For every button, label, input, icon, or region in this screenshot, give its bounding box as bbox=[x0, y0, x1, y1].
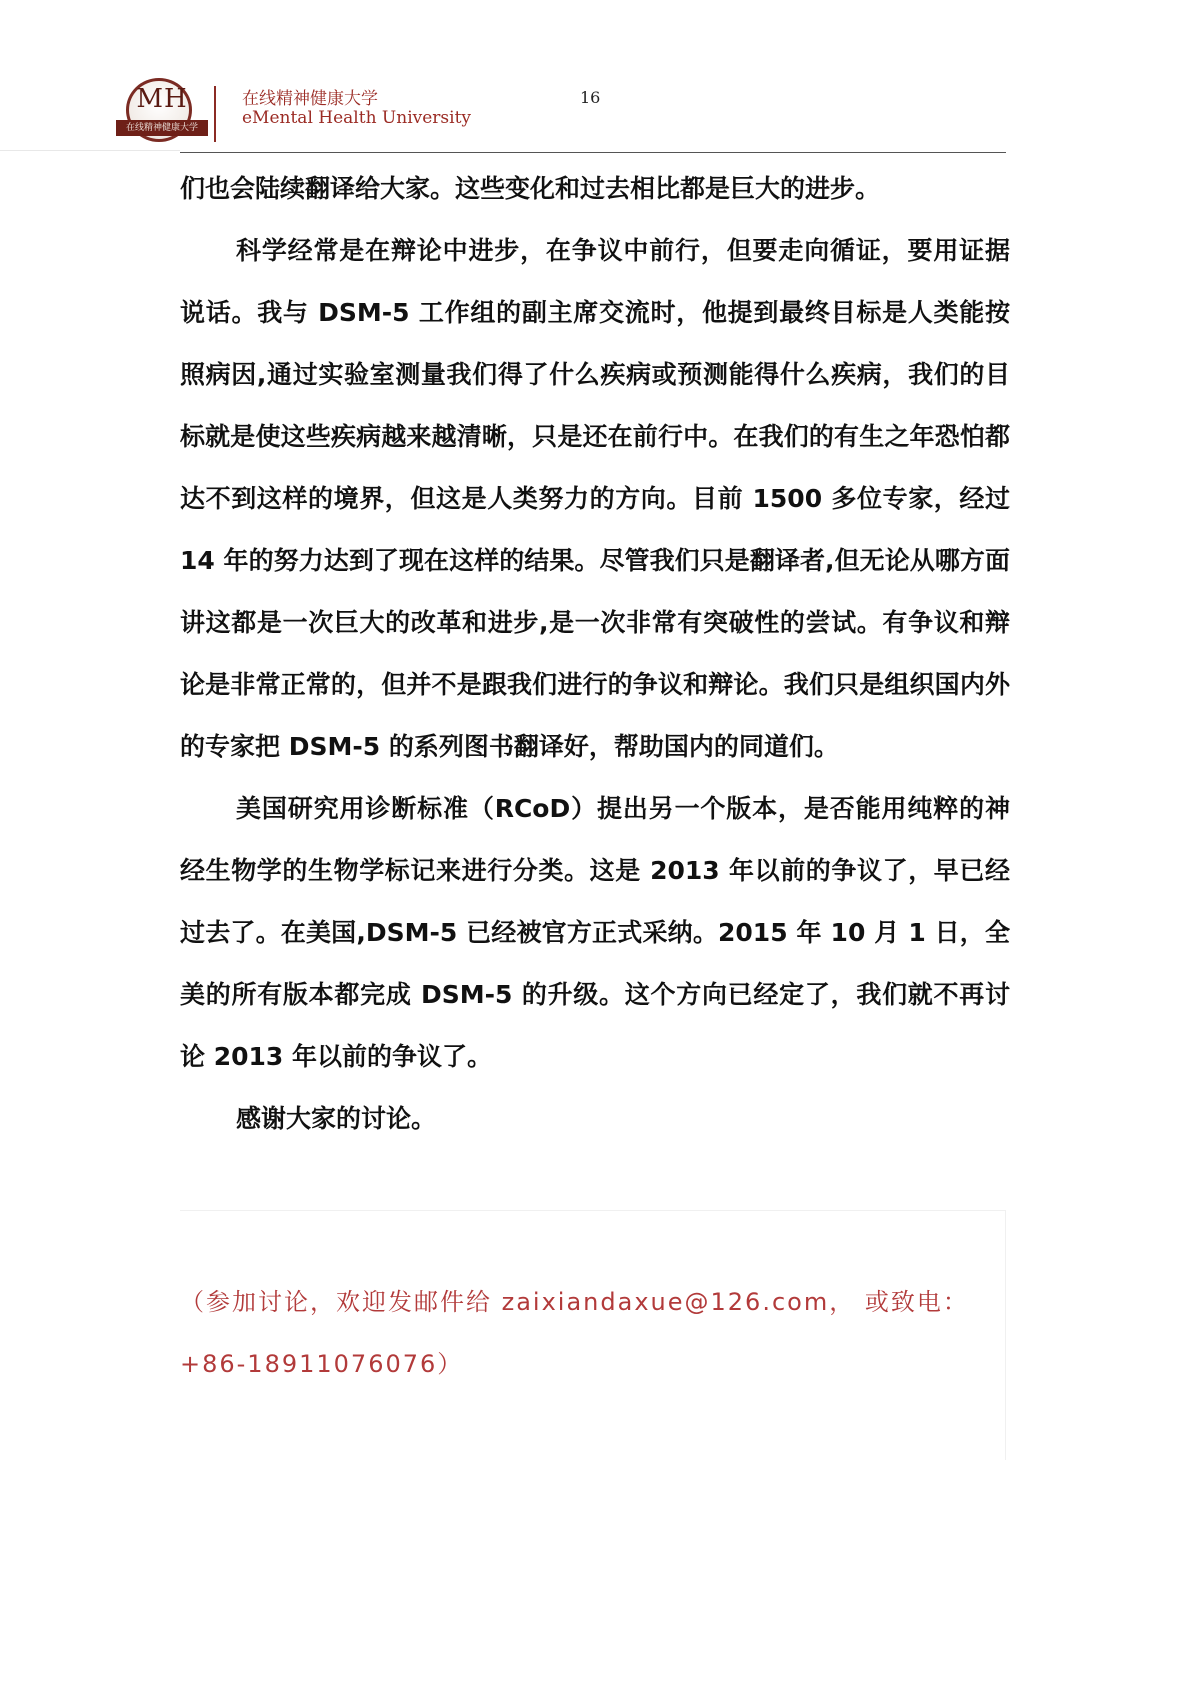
page-header bbox=[0, 0, 1190, 160]
brand-name-chinese: 在线精神健康大学 bbox=[242, 89, 378, 109]
header-divider bbox=[214, 86, 216, 142]
header-rule bbox=[180, 152, 1006, 153]
paragraph: 美国研究用诊断标准（RCoD）提出另一个版本，是否能用纯粹的神经生物学的生物学标记来进行分类。这是 2013 年以前的争议了，早已经过去了。在美国,DSM-5 已经被官方正式采纳。2015 年 10 月 1 日，全美的所有版本都完成 DSM-5 的升级。这个方向已经定了，我们就不再讨论 2013 年以前的争议了。 bbox=[180, 794, 1010, 1071]
header-rule-left bbox=[0, 150, 180, 151]
paragraph: 感谢大家的讨论。 bbox=[236, 1104, 437, 1133]
paragraph: 科学经常是在辩论中进步，在争议中前行，但要走向循证，要用证据说话。我与 DSM-5 工作组的副主席交流时，他提到最终目标是人类能按照病因,通过实验室测量我们得了什么疾病或预测能得什么疾病，我们的目标就是使这些疾病越来越清晰，只是还在前行中。在我们的有生之年恐怕都达不到这样的境界，但这是人类努力的方向。目前 1500 多位专家，经过 14 年的努力达到了现在这样的结果。尽管我们只是翻译者,但无论从哪方面讲这都是一次巨大的改革和进步,是一次非常有突破性的尝试。有争议和辩论是非常正常的，但并不是跟我们进行的争议和辩论。我们只是组织国内外的专家把 DSM-5 的系列图书翻译好，帮助国内的同道们。 bbox=[180, 236, 1010, 761]
paragraph: 们也会陆续翻译给大家。这些变化和过去相比都是巨大的进步。 bbox=[180, 174, 881, 203]
brand-name-english: eMental Health University bbox=[242, 108, 472, 128]
page-number: 16 bbox=[580, 88, 601, 107]
university-logo bbox=[116, 76, 208, 150]
article-body bbox=[180, 158, 1010, 1150]
logo-monogram: MH bbox=[136, 84, 188, 114]
contact-box bbox=[180, 1210, 1006, 1460]
contact-info: （参加讨论，欢迎发邮件给 zaixiandaxue@126.com， 或致电：+86-18911076076） bbox=[180, 1288, 969, 1378]
logo-ribbon: 在线精神健康大学 bbox=[116, 120, 208, 136]
